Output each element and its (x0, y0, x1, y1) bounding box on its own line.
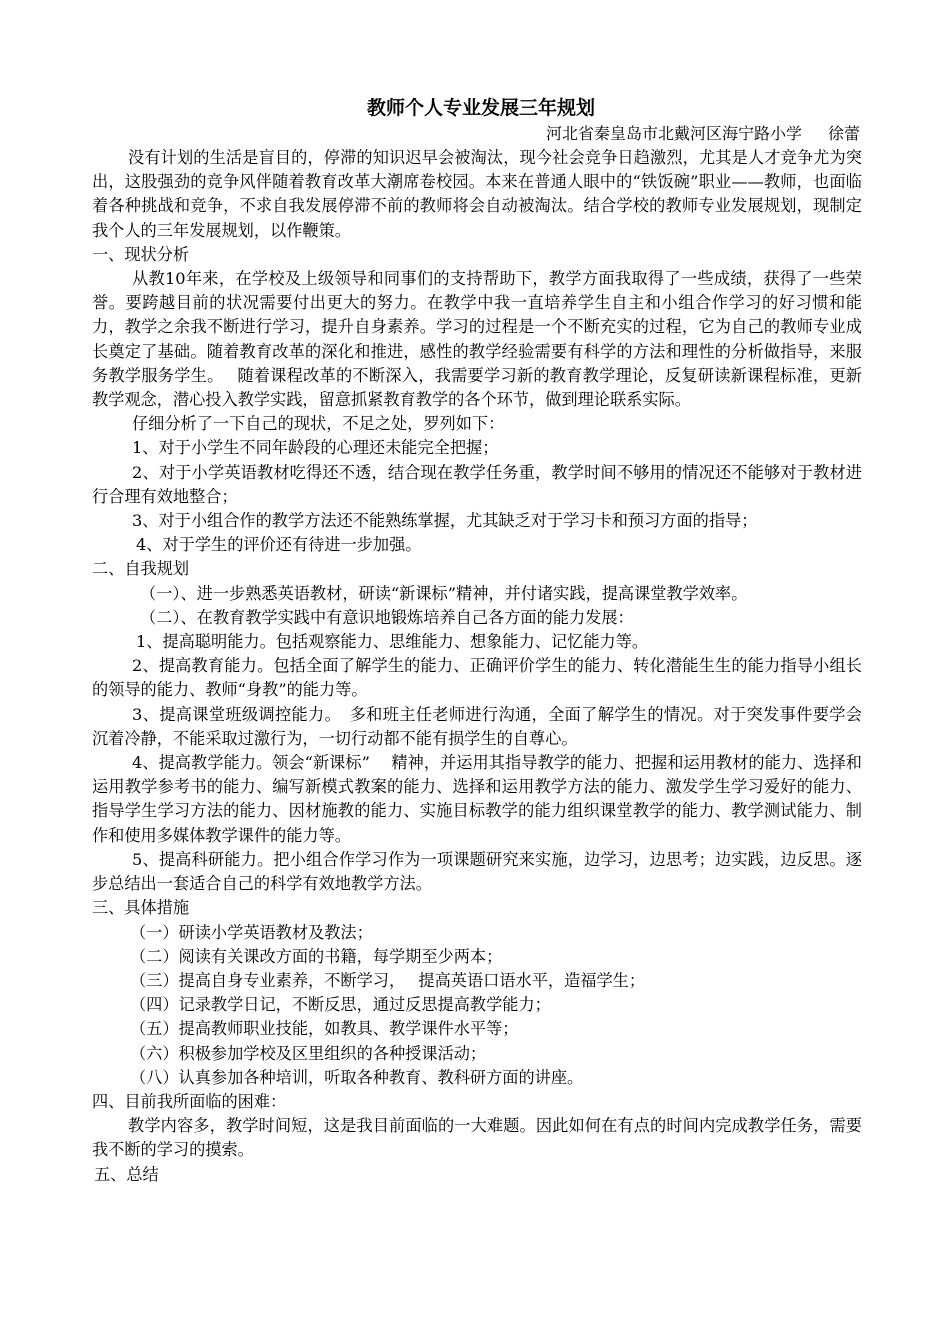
measure-item: （二）阅读有关课改方面的书籍，每学期至少两本； (130, 946, 503, 966)
author-name: 徐蕾 (827, 124, 860, 143)
measure-item: （六）积极参加学校及区里组织的各种授课活动； (130, 1043, 487, 1063)
shortcoming-item: 3、对于小组合作的教学方法还不能熟练掌握，尤其缺乏对于学习卡和预习方面的指导； (132, 511, 758, 531)
plan-subheading-2: （二）、在教育教学实践中有意识地锻炼培养自己各方面的能力发展： (140, 607, 634, 627)
plan-item: 5、提高科研能力。把小组合作学习作为一项课题研究来实施，边学习，边思考；边实践，边反思。逐步总结出一套适合自己的科学有效地教学方法。 (92, 849, 862, 894)
measure-item: （五）提高教师职业技能，如教具、教学课件水平等； (130, 1019, 519, 1039)
section-heading-2: 二、自我规划 (92, 559, 190, 579)
section-heading-3: 三、具体措施 (92, 898, 190, 918)
document-title: 教师个人专业发展三年规划 (366, 97, 595, 119)
shortcoming-item: 4、对于学生的评价还有待进一步加强。 (136, 535, 422, 555)
plan-item: 4、提高教学能力。领会“新课标” 精神，并运用其指导教学的能力、把握和运用教材的能力、选择和运用教学参考书的能力、编写新模式教案的能力、选择和运用教学方法的能力、激发学生学习爱好的能力、指导学生学习方法的能力、因材施教的能力、实施目标教学的能力组织课堂教学的能力、教学测试能力、制作和使用多媒体教学课件的能力等。 (92, 753, 862, 845)
plan-subheading-1: （一）、进一步熟悉英语教材，研读“新课标”精神，并付诸实践，提高课堂教学效率。 (140, 583, 748, 603)
plan-item: 2、提高教育能力。包括全面了解学生的能力、正确评价学生的能力、转化潜能生生的能力指导小组长的领导的能力、教师“身教”的能力等。 (92, 656, 862, 700)
measure-item: （三）提高自身专业素养，不断学习， 提高英语口语水平，造福学生； (130, 970, 646, 990)
author-line (92, 122, 862, 146)
section-heading-4: 四、目前我所面临的困难： (92, 1091, 287, 1111)
measure-item: （一）研读小学英语教材及教法； (130, 922, 373, 942)
status-paragraph: 从教10年来，在学校及上级领导和同事们的支持帮助下，教学方面我取得了一些成绩，获得了一些荣誉。要跨越目前的状况需要付出更大的努力。在教学中我一直培养学生自主和小组合作学习的好习惯和能力，教学之余我不断进行学习，提升自身素养。学习的过程是一个不断充实的过程，它为自己的教师专业成长奠定了基础。随着教育改革的深化和推进，感性的教学经验需要有科学的方法和理性的分析做指导，来服务教学服务学生。 随着课程改革的不断深入，我需要学习新的教育教学理论，反复研读新课程标准，更新教学观念，潜心投入教学实践，留意抓紧教育教学的各个环节，做到理论联系实际。 (92, 269, 862, 410)
difficulty-paragraph: 教学内容多，教学时间短，这是我目前面临的一大难题。因此如何在有点的时间内完成教学任务，需要我不断的学习的摸索。 (92, 1116, 862, 1160)
plan-item: 1、提高聪明能力。包括观察能力、思维能力、想象能力、记忆能力等。 (136, 632, 649, 652)
status-summary: 仔细分析了一下自己的现状，不足之处，罗列如下： (132, 414, 505, 434)
section-heading-5: 五、总结 (94, 1164, 159, 1184)
shortcoming-item: 2、对于小学英语教材吃得还不透，结合现在教学任务重，教学时间不够用的情况还不能够对于教材进行合理有效地整合； (92, 462, 862, 506)
measure-item: （四）记录教学日记，不断反思，通过反思提高教学能力； (130, 995, 551, 1015)
document-page (92, 96, 862, 1187)
section-heading-1: 一、现状分析 (92, 244, 190, 264)
intro-paragraph: 没有计划的生活是盲目的，停滞的知识迟早会被淘汰，现今社会竞争日趋激烈，尤其是人才竞争尤为突出，这股强劲的竞争风伴随着教育改革大潮席卷校园。本来在普通人眼中的“铁饭碗”职业——教师，也面临着各种挑战和竞争，不求自我发展停滞不前的教师将会自动被淘汰。结合学校的教师专业发展规划，现制定我个人的三年发展规划，以作鞭策。 (92, 148, 862, 240)
plan-item: 3、提高课堂班级调控能力。 多和班主任老师进行沟通，全面了解学生的情况。对于突发事件要学会沉着冷静，不能采取过激行为，一切行动都不能有损学生的自尊心。 (92, 704, 862, 748)
measure-item: （八）认真参加各种培训，听取各种教育、教科研方面的讲座。 (130, 1067, 584, 1087)
shortcoming-item: 1、对于小学生不同年龄段的心理还未能完全把握； (132, 438, 499, 458)
author-school: 河北省秦皇岛市北戴河区海宁路小学 (545, 124, 802, 143)
